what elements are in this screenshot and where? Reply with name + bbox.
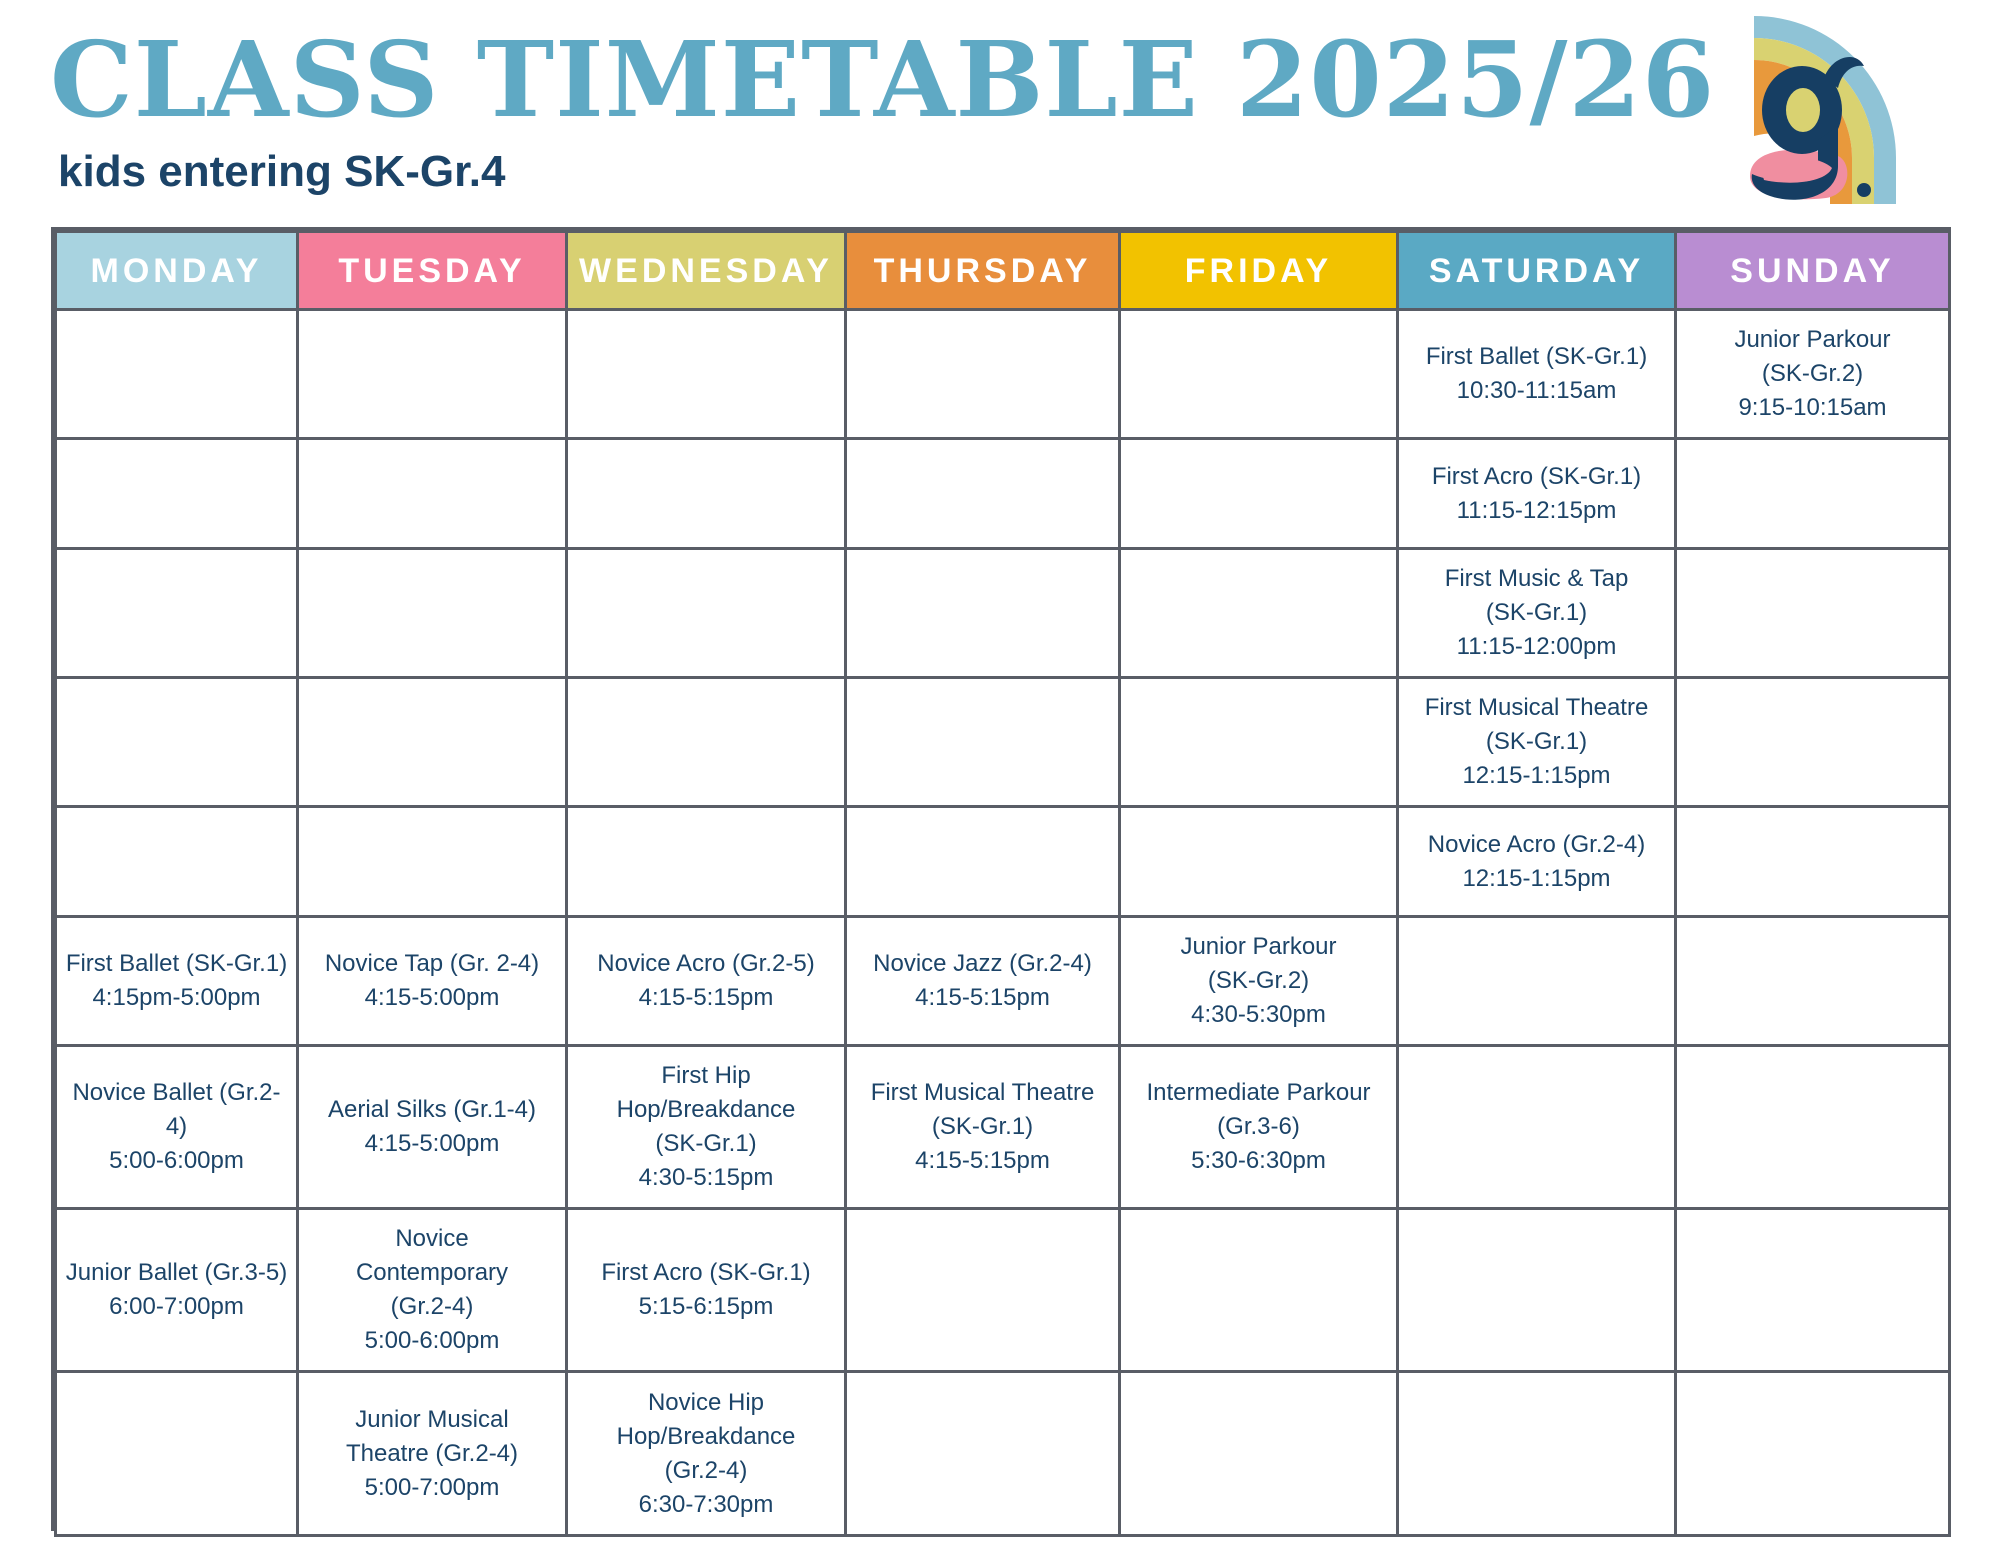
timetable-row xyxy=(56,678,1950,807)
empty-cell-thursday xyxy=(846,678,1120,807)
class-name-line: (SK-Gr.1) xyxy=(931,1113,1034,1140)
empty-cell-monday xyxy=(56,807,298,917)
class-name-line: Theatre (Gr.2-4) xyxy=(345,1439,519,1467)
class-cell-wednesday xyxy=(567,1209,846,1372)
day-header-monday: MONDAY xyxy=(56,232,298,310)
class-time: 6:30-7:30pm xyxy=(638,1490,774,1518)
class-time: 4:15-5:00pm xyxy=(364,984,500,1011)
class-name-line: (Gr.2-4) xyxy=(664,1456,748,1484)
class-cell-saturday xyxy=(1398,807,1676,917)
class-time: 12:15-1:15pm xyxy=(1462,762,1611,789)
g-logo-icon xyxy=(1740,16,1896,204)
empty-cell-thursday xyxy=(846,1209,1120,1372)
class-time: 5:00-6:00pm xyxy=(364,1327,500,1354)
class-name-line: Aerial Silks (Gr.1-4) xyxy=(327,1096,537,1123)
empty-cell-thursday xyxy=(846,807,1120,917)
class-time: 11:15-12:00pm xyxy=(1456,633,1617,660)
class-time: 4:15pm-5:00pm xyxy=(92,984,261,1011)
empty-cell-monday xyxy=(56,1372,298,1536)
empty-cell-saturday xyxy=(1398,917,1676,1046)
class-time: 5:15-6:15pm xyxy=(638,1293,774,1320)
class-time: 12:15-1:15pm xyxy=(1462,864,1611,892)
empty-cell-tuesday xyxy=(298,549,567,678)
class-name-line: Novice xyxy=(395,1225,469,1252)
class-cell-tuesday xyxy=(298,917,567,1046)
empty-cell-wednesday xyxy=(567,678,846,807)
empty-cell-friday xyxy=(1120,439,1398,549)
timetable xyxy=(51,227,1951,1531)
empty-cell-friday xyxy=(1120,1209,1398,1372)
empty-cell-tuesday xyxy=(298,439,567,549)
class-name-line: Hop/Breakdance xyxy=(616,1422,796,1450)
class-cell-friday xyxy=(1120,1046,1398,1209)
empty-cell-saturday xyxy=(1398,1046,1676,1209)
class-cell-wednesday xyxy=(567,1372,846,1536)
empty-cell-saturday xyxy=(1398,1372,1676,1536)
class-name-line: First Acro (SK-Gr.1) xyxy=(601,1259,811,1286)
timetable-row xyxy=(56,1209,1950,1372)
class-name-line: First Acro (SK-Gr.1) xyxy=(1431,462,1642,490)
timetable-row xyxy=(56,310,1950,439)
class-cell-friday xyxy=(1120,917,1398,1046)
class-name-line: Novice Acro (Gr.2-4) xyxy=(1427,830,1646,858)
empty-cell-wednesday xyxy=(567,310,846,439)
empty-cell-friday xyxy=(1120,1372,1398,1536)
class-name-line: Junior Parkour xyxy=(1734,326,1891,353)
class-time: 10:30-11:15am xyxy=(1456,377,1617,404)
class-cell-monday xyxy=(56,917,298,1046)
class-name-line: (SK-Gr.1) xyxy=(1485,728,1588,755)
class-name-line: Novice Jazz (Gr.2-4) xyxy=(873,950,1092,977)
class-name-line: Junior Musical xyxy=(355,1405,509,1433)
empty-cell-wednesday xyxy=(567,549,846,678)
empty-cell-monday xyxy=(56,549,298,678)
class-cell-tuesday xyxy=(298,1372,567,1536)
empty-cell-thursday xyxy=(846,549,1120,678)
empty-cell-monday xyxy=(56,678,298,807)
page-subtitle: kids entering SK-Gr.4 xyxy=(58,147,506,196)
class-name-line: First Musical Theatre xyxy=(1424,694,1649,721)
class-cell-saturday xyxy=(1398,310,1676,439)
empty-cell-sunday xyxy=(1676,1372,1950,1536)
class-time: 4:15-5:15pm xyxy=(915,984,1050,1011)
class-name-line: Junior Ballet (Gr.3-5) xyxy=(65,1259,288,1286)
day-header-friday: FRIDAY xyxy=(1120,232,1398,310)
class-time: 5:00-6:00pm xyxy=(109,1147,244,1174)
class-time: 11:15-12:15pm xyxy=(1456,496,1617,524)
timetable-row xyxy=(56,1372,1950,1536)
timetable-grid xyxy=(54,230,1951,1537)
empty-cell-monday xyxy=(56,310,298,439)
day-header-tuesday: TUESDAY xyxy=(298,232,567,310)
class-time: 4:30-5:30pm xyxy=(1191,1001,1326,1028)
class-time: 6:00-7:00pm xyxy=(109,1293,244,1320)
day-header-saturday: SATURDAY xyxy=(1398,232,1676,310)
empty-cell-thursday xyxy=(846,310,1120,439)
class-time: 5:00-7:00pm xyxy=(364,1473,500,1501)
empty-cell-thursday xyxy=(846,439,1120,549)
class-name-line: (SK-Gr.1) xyxy=(655,1130,757,1157)
class-cell-wednesday xyxy=(567,917,846,1046)
class-name-line: Novice Ballet (Gr.2-4) xyxy=(72,1079,281,1140)
day-header-thursday: THURSDAY xyxy=(846,232,1120,310)
class-time: 5:30-6:30pm xyxy=(1191,1147,1326,1174)
empty-cell-sunday xyxy=(1676,1046,1950,1209)
empty-cell-sunday xyxy=(1676,1209,1950,1372)
class-name-line: (Gr.3-6) xyxy=(1217,1113,1300,1140)
day-header-sunday: SUNDAY xyxy=(1676,232,1950,310)
timetable-row xyxy=(56,439,1950,549)
page-title: CLASS TIMETABLE 2025/26 xyxy=(50,18,1716,141)
class-name-line: (SK-Gr.2) xyxy=(1761,360,1864,387)
empty-cell-friday xyxy=(1120,310,1398,439)
empty-cell-friday xyxy=(1120,678,1398,807)
empty-cell-sunday xyxy=(1676,549,1950,678)
class-cell-monday xyxy=(56,1046,298,1209)
class-cell-tuesday xyxy=(298,1046,567,1209)
class-time: 4:15-5:00pm xyxy=(364,1130,500,1157)
class-time: 4:15-5:15pm xyxy=(915,1147,1050,1174)
class-cell-tuesday xyxy=(298,1209,567,1372)
timetable-row xyxy=(56,1046,1950,1209)
class-cell-saturday xyxy=(1398,439,1676,549)
empty-cell-friday xyxy=(1120,807,1398,917)
empty-cell-wednesday xyxy=(567,807,846,917)
class-name-line: Novice Tap (Gr. 2-4) xyxy=(324,950,540,977)
class-name-line: (Gr.2-4) xyxy=(390,1293,474,1320)
timetable-row xyxy=(56,549,1950,678)
empty-cell-thursday xyxy=(846,1372,1120,1536)
class-cell-thursday xyxy=(846,917,1120,1046)
day-header-wednesday: WEDNESDAY xyxy=(567,232,846,310)
empty-cell-sunday xyxy=(1676,807,1950,917)
day-header-row xyxy=(56,232,1950,310)
timetable-row xyxy=(56,917,1950,1046)
empty-cell-friday xyxy=(1120,549,1398,678)
class-name-line: Novice Hip xyxy=(647,1388,765,1416)
empty-cell-tuesday xyxy=(298,310,567,439)
class-cell-sunday xyxy=(1676,310,1950,439)
timetable-row xyxy=(56,807,1950,917)
class-cell-thursday xyxy=(846,1046,1120,1209)
class-name-line: (SK-Gr.1) xyxy=(1485,599,1588,626)
empty-cell-wednesday xyxy=(567,439,846,549)
class-cell-monday xyxy=(56,1209,298,1372)
class-cell-saturday xyxy=(1398,678,1676,807)
empty-cell-monday xyxy=(56,439,298,549)
class-time: 9:15-10:15am xyxy=(1738,394,1887,421)
empty-cell-sunday xyxy=(1676,439,1950,549)
class-name-line: Novice Acro (Gr.2-5) xyxy=(597,950,815,977)
class-cell-wednesday xyxy=(567,1046,846,1209)
class-name-line: (SK-Gr.2) xyxy=(1207,967,1310,994)
class-name-line: Contemporary xyxy=(355,1259,509,1286)
class-time: 4:30-5:15pm xyxy=(638,1164,774,1191)
empty-cell-sunday xyxy=(1676,917,1950,1046)
class-name-line: First Ballet (SK-Gr.1) xyxy=(65,950,288,977)
class-name-line: Intermediate Parkour xyxy=(1146,1079,1371,1106)
empty-cell-saturday xyxy=(1398,1209,1676,1372)
class-name-line: Hop/Breakdance xyxy=(616,1096,796,1123)
empty-cell-sunday xyxy=(1676,678,1950,807)
class-name-line: First Hip xyxy=(661,1062,751,1089)
class-cell-saturday xyxy=(1398,549,1676,678)
class-name-line: First Ballet (SK-Gr.1) xyxy=(1425,343,1648,370)
class-name-line: Junior Parkour xyxy=(1180,933,1337,960)
empty-cell-tuesday xyxy=(298,678,567,807)
class-name-line: First Music & Tap xyxy=(1444,565,1629,592)
empty-cell-tuesday xyxy=(298,807,567,917)
class-time: 4:15-5:15pm xyxy=(638,984,774,1011)
class-name-line: First Musical Theatre xyxy=(870,1079,1095,1106)
